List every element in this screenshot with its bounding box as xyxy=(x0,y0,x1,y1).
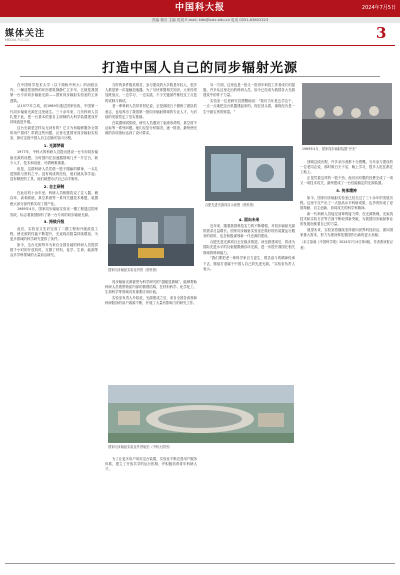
paragraph: 当时的条件极其艰苦，参与建设的大多数是年轻人，很多人都是第一次接触加速器。为了尽快掌握相关知识，大家经常加班加点，一边学习，一边实践，不少关键部件都经过了反复的试制与调试。 xyxy=(105,83,197,103)
photo-caption: 国家同步辐射实验室外景航拍（中科大供图） xyxy=(108,445,172,449)
article-headline: 打造中国人自己的同步辐射光源 xyxy=(101,61,298,76)
subheading: 4. 面向未来 xyxy=(238,216,260,222)
headline-rule xyxy=(20,76,380,77)
paragraph: 1977年，中科大的科研人员提出建设一台专用同步辐射光源的设想。当时国内在加速器领域几乎一片空白，缺少人才、技术和设备，可谓困难重重。 xyxy=(10,150,98,165)
section-sub: MEDIA FOCUS xyxy=(5,38,30,42)
paragraph: 正是凭着这样的一股干劲，他们用有限的经费完成了一项又一项技术攻关，最终建成了一台性能稳定的光源装置。 xyxy=(300,176,393,186)
paragraph: “我们要把老一辈科学家自力更生、艰苦奋斗的精神传承下去，继续打造属于中国人自己的先进光源。”实验室负责人表示。 xyxy=(203,256,295,271)
paragraph: 实验室负责人介绍说，光源建成之后，来自全国各高校和科研院所的用户源源不断，开展了大量有影响力的研究工作。 xyxy=(105,296,197,306)
subheading: 2. 自主研制 xyxy=(43,183,65,189)
lab-interior-photo xyxy=(108,208,194,266)
aerial-campus-photo xyxy=(108,385,294,443)
paragraph: 为了让更多用户用好这台装置，实验室不断完善用户服务体系，建立了开放共享的运行机制，并积极培养青年科研人才。 xyxy=(105,457,197,472)
paragraph: 同步辐射光源被誉为科学研究的“超级显微镜”，能够帮助科研人员观察物质内部的微观结构，在材料科学、化学化工、生命科学等领域具有重要应用价值。 xyxy=(105,280,197,295)
paragraph: 在中国科学技术大学（以下简称中科大）的西校区内，一幢造型独特的环形建筑静静伫立多年，它就是我国第一台专用同步辐射光源——国家同步辐射实验室的主体建筑。 xyxy=(10,83,98,103)
subheading: 1. 光源梦萌 xyxy=(43,142,65,148)
subheading: 5. 传承精神 xyxy=(336,188,357,194)
paragraph: 在此后的十余年里，科研人员相继攻克了注入器、储存环、高频系统、真空系统等一系列关键技术难题，装置绝大部分部件都实现了国产化。 xyxy=(10,191,98,206)
article-source: （本文原载《中国科学报》2024年7月4日第4版，作者系该报记者） xyxy=(300,240,393,250)
paragraph: 在装置调试阶段，研究人员遇到了束流寿命短、真空度不达标等一系列问题。他们反复分析原因，逐一排查，最终使光源的各项指标达到了设计要求。 xyxy=(105,120,197,136)
paragraph: 实验室一位老研究员感慨地说：“我们当年是边学边干，一点一点地把这台机器建起来的。现在回头看，那段经历是一生中最宝贵的财富。” xyxy=(203,99,295,114)
paragraph: 展望未来，实验室将继续坚持面向世界科技前沿、面向国家重大需求，努力为建设科技强国作出新的更大贡献。 xyxy=(300,228,393,238)
section-rule xyxy=(5,45,395,46)
paragraph: 回顾这段历程，许多亲历者都十分感慨。当年参与建设的一位老同志说，那时候白天干活，晚上学习，很多人吃住都在工地上。 xyxy=(300,160,393,175)
article-column-4 xyxy=(300,160,393,558)
paragraph: 合肥先进光源项目正在稳步推进。该光源建成后，将成为国际先进水平的衍射极限储存环光源，进一步提升我国在相关领域的科研能力。 xyxy=(203,240,295,255)
page-number: 3 xyxy=(376,24,387,42)
paragraph: 这台光源是怎样从无到有的？它又为何能够服务全国的用户群体？带着这些问题，记者走进国家同步辐射实验室，探访这段中国人自主创新的奋斗历程。 xyxy=(10,125,98,141)
paragraph: 另一方面，这里也是一批又一批青年科技工作者成长的摇篮。许多从这里走出的科研人员，如今已经成为我国各大光源建设中的骨干力量。 xyxy=(203,83,295,98)
article-column-3-mid xyxy=(203,215,295,380)
project-diagram-photo xyxy=(205,146,293,201)
paragraph: 1989年4月，国家同步辐射实验室一期工程通过国家验收，标志着我国拥有了第一台专用的同步辐射光源。 xyxy=(10,207,98,217)
photo-caption: 合肥先进光源项目示意图（资料图） xyxy=(205,203,256,207)
photo-caption: 国家同步辐射实验室内景（资料图） xyxy=(108,268,159,272)
article-column-2-bottom xyxy=(105,457,197,557)
article-column-1 xyxy=(10,83,98,559)
issue-date: 2024年7月5日 xyxy=(361,5,396,11)
photo-caption: 1989年4月，国家同步辐射装置“开光” xyxy=(302,147,357,151)
paragraph: 此后，实验室又先后完成了二期工程和升级改造工程，使光源的性能不断提升，光束线站数量持续增加，为更多领域的科学研究提供了条件。 xyxy=(10,226,98,242)
paragraph: 新一代科研人员接过前辈的接力棒，在光源物理、光束线技术和实验方法等方面不断取得新突破，为我国同步辐射事业的发展贡献着自己的力量。 xyxy=(300,211,393,227)
opening-ceremony-photo xyxy=(302,83,392,145)
editor-info: 责编 秦川 主编 范成 E-mail: kdb@ustc.edu.cn 电话 0551-63602323 xyxy=(151,18,269,22)
paragraph: 近年来，随着我国科技实力的不断增强，对同步辐射光源的需求日益增长。国家同步辐射实验室在做好现有装置运行服务的同时，也在积极谋划新一代光源的建设。 xyxy=(203,224,295,239)
paragraph: 但是，这群科研人员凭借一股不服输的精神，一头扎进图纸与资料之中。没有现成的经验，他们就从零学起；没有精密的工具，他们就想办法自己动手制作。 xyxy=(10,166,98,182)
article-column-2-mid xyxy=(105,280,197,380)
article-column-2-top xyxy=(105,83,197,201)
article-column-3-top xyxy=(203,83,295,143)
footer-rule xyxy=(5,563,395,564)
paragraph: 如今，国家同步辐射实验室已经走过了三十余年的发展历程。这里不仅产出了一大批高水平科研成果，也孕育形成了爱国奉献、自主创新、协同攻关的科学家精神。 xyxy=(300,195,393,211)
newspaper-logo: 中国科大报 xyxy=(174,3,225,13)
paragraph: 老一辈科研人员常常回忆说，正是那段日子磨练了团队的意志，也培养出了我国第一批同步辐射领域的专业人才，为后续的发展奠定了坚实基础。 xyxy=(105,104,197,119)
subheading: 3. 持续升级 xyxy=(43,219,65,225)
paragraph: 从1977年立项，到1989年通过国家验收，中国第一代同步辐射光源在这里诞生。三十余年来，几代科研人员扎根于此，把一台基本依靠自主研制的大科学装置建成并持续改进升级。 xyxy=(10,104,98,125)
paragraph: 如今，这台光源每年为来自全国各地的科研人员提供数千小时的开放机时，支撑了材料、化学、生命、能源等众多学科领域的大量前沿研究。 xyxy=(10,243,98,258)
section-label: 媒体关注 xyxy=(5,29,46,39)
